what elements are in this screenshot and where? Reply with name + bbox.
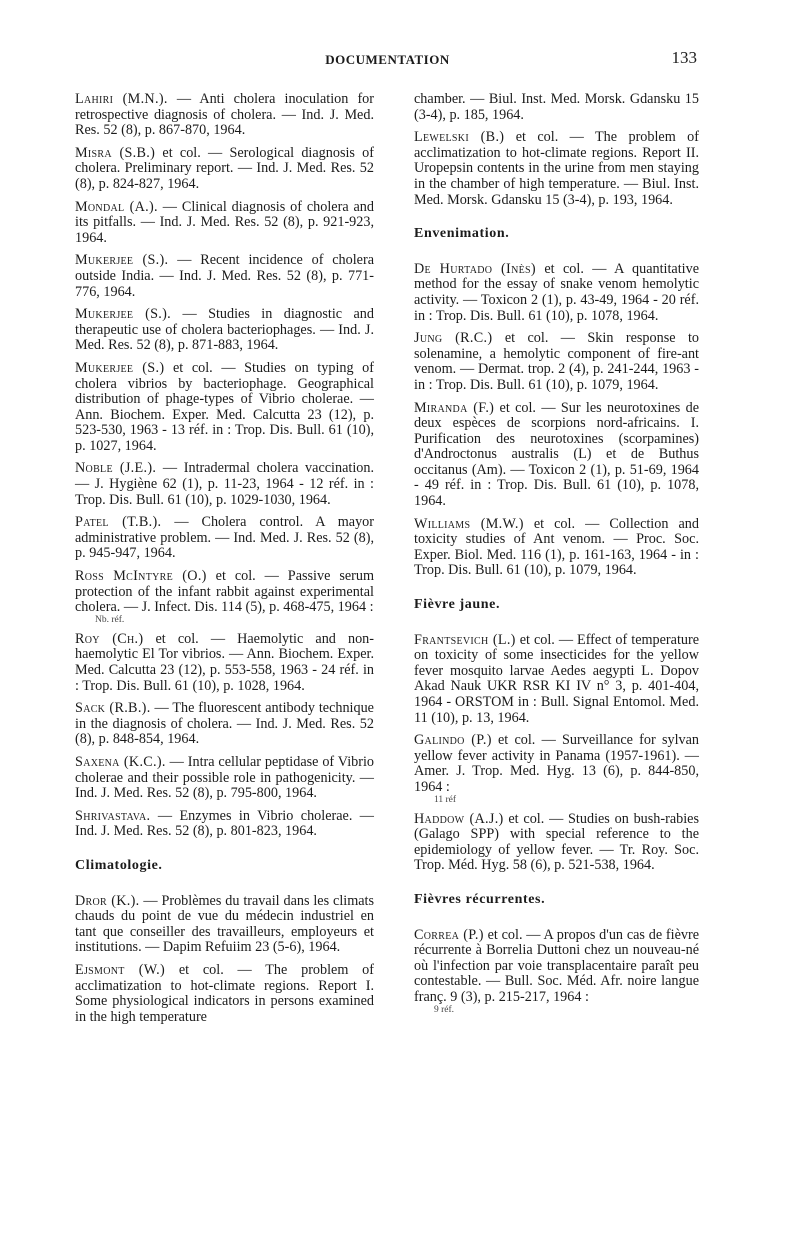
bibliography-entry	[414, 928, 699, 1015]
entry-text: — Intra cellular peptidase of Vibrio cholerae and their possible role in pathogenicity. — Ind. J. Med. Res. 52 (8), p. 795-800, 1964.	[75, 753, 374, 802]
entry-reference-note: 9 réf.	[434, 1004, 455, 1015]
entry-author: Ejsmont (W.)	[75, 961, 166, 978]
entry-text: — Clinical diagnosis of cholera and its pitfalls. — Ind. J. Med. Res. 52 (8), p. 921-923, 1964.	[75, 198, 374, 246]
entry-author: Saxena (K.C.).	[75, 753, 166, 770]
bibliography-entry	[75, 755, 374, 802]
entry-text: — The fluorescent antibody technique in the diagnosis of cholera. — Ind. J. Med. Res. 52 (8), p. 848-854, 1964.	[75, 700, 374, 748]
entry-author: Jung (R.C.)	[414, 330, 493, 347]
entry-author: Patel (T.B.).	[75, 514, 162, 531]
entry-text: — Anti cholera inoculation for retrospective diagnosis of cholera. — Ind. J. Med. Res. 52 (8), p. 867-870, 1964.	[75, 91, 374, 139]
bibliography-entry	[75, 92, 374, 139]
entry-text: — Studies in diagnostic and therapeutic use of cholera bacteriophages. — Ind. J. Med. Res. 52 (8), p. 871-883, 1964.	[75, 306, 374, 354]
continued-entry: chamber. — Biul. Inst. Med. Morsk. Gdansku 15 (3-4), p. 185, 1964.	[414, 91, 699, 123]
bibliography-entry	[75, 307, 374, 354]
entry-author: De Hurtado (Inès)	[414, 260, 536, 277]
entry-text: — Cholera control. A mayor administrative problem. — Ind. Med. J. Res. 52 (8), p. 945-947, 1964.	[75, 514, 374, 562]
bibliography-entry	[75, 809, 374, 840]
entry-author: Mukerjee (S.).	[75, 306, 172, 323]
entry-text: et col. — Haemolytic and non-haemolytic El Tor vibrios. — Ann. Biochem. Exper. Med. Calcutta 23 (12), p. 553-558, 1963 - 24 réf. in : Trop. Dis. Bull. 61 (10), p. 1028, 1964.	[75, 630, 374, 694]
left-column	[75, 92, 374, 1032]
entry-text: et col. — Studies on typing of cholera vibrios by bacteriophage. Geographical distribution of phage-types of Vibrio cholerae. — Ann. Biochem. Exper. Med. Calcutta 23 (12), p. 523-530, 1963 - 13 réf. in : Trop. Dis. Bull. 61 (10), p. 1027, 1964.	[75, 359, 375, 454]
section-heading-fievre-jaune: Fièvre jaune.	[414, 597, 501, 613]
bibliography-entry	[414, 733, 699, 804]
entry-text: et col. — Studies on bush-rabies (Galago SPP) with special reference to the epidemiology of yellow fever. — Tr. Roy. Soc. Trop. Méd. Hyg. 58 (6), p. 521-538, 1964.	[414, 810, 699, 874]
right-entries-top	[414, 130, 699, 208]
entry-author: Misra (S.B.)	[75, 144, 156, 161]
bibliography-entry	[414, 331, 699, 393]
bibliography-entry	[75, 701, 374, 748]
bibliography-entry	[75, 200, 374, 247]
page-number: 133	[671, 48, 697, 67]
entry-text: et col. — Surveillance for sylvan yellow fever activity in Panama (1957-1961). — Amer. J. Trop. Med. Hyg. 13 (6), p. 844-850, 1964 :	[414, 732, 699, 795]
entry-text: et col. — A propos d'un cas de fièvre récurrente à Borrelia Duttoni chez un nouveau-né où l'infection par voie transplacentaire paraît peu contestable. — Bull. Soc. Méd. Afr. noire langue franç. 9 (3), p. 215-217, 1964 :	[414, 926, 700, 1005]
entry-text: et col. — The problem of acclimatization to hot-climate regions. Report I. Some physiological indicators in persons examined in the high temperature	[75, 961, 374, 1025]
bibliography-entry	[414, 130, 699, 208]
fievre-jaune-entries	[414, 633, 699, 874]
entry-author: Mukerjee (S.).	[75, 252, 169, 269]
entry-text: et col. — Collection and toxicity studies of Ant venom. — Proc. Soc. Exper. Biol. Med. 116 (1), p. 161-163, 1964 - in : Trop. Dis. Bull. 61 (10), p. 1079, 1964.	[414, 515, 699, 579]
bibliography-entry	[75, 963, 374, 1025]
section-heading-envenimation: Envenimation.	[414, 226, 510, 242]
bibliography-entry	[75, 515, 374, 562]
entry-text: — Problèmes du travail dans les climats chauds du point de vue du médecin industriel en tant que conseiller des travailleurs, employeurs et institutions. — Dapim Refuiim 23 (5-6), 1964.	[75, 892, 374, 956]
entry-author: Haddow (A.J.)	[414, 810, 504, 827]
climatologie-entries	[75, 894, 374, 1026]
running-head: DOCUMENTATION	[325, 52, 450, 67]
bibliography-entry	[414, 262, 699, 324]
left-entries	[75, 92, 374, 840]
bibliography-entry	[75, 253, 374, 300]
envenimation-entries	[414, 262, 699, 579]
entry-author: Noble (J.E.).	[75, 460, 157, 477]
bibliography-entry	[414, 812, 699, 874]
section-heading-fievres-recurrentes: Fièvres récurrentes.	[414, 891, 546, 907]
entry-text: et col. — The problem of acclimatization to hot-climate regions. Report II. Uropepsin contents in the urine from men staying in the chamber of high temperature. — Biul. Inst. Med. Morsk. Gdansku 15 (3-4), p. 193, 1964.	[414, 129, 699, 208]
bibliography-entry	[75, 146, 374, 193]
bibliography-entry	[75, 632, 374, 694]
entry-author: Shrivastava.	[75, 807, 151, 824]
entry-author: Roy (Ch.)	[75, 630, 144, 647]
entry-text: et col. — Skin response to solenamine, a hemolytic component of fire-ant venom. — Dermat. trop. 2 (4), p. 241-244, 1963 - in : Trop. Dis. Bull. 61 (10), p. 1079, 1964.	[414, 330, 699, 393]
entry-author: Frantsevich (L.)	[414, 631, 516, 648]
entry-text: et col. — Sur les neurotoxines de deux espèces de scorpions nord-africains. I. Purification des neurotoxines (scorpamines) d'Androctonus australis (L) et de Buthus occitanus (Am). — Toxicon 2 (1), p. 51-69, 1964 - 49 réf. in : Trop. Dis. Bull. 61 (10), p. 1078, 1964.	[414, 399, 699, 510]
entry-author: Lewelski (B.)	[414, 129, 505, 146]
right-column	[414, 92, 699, 1022]
section-heading-climatologie: Climatologie.	[75, 857, 163, 873]
page-header	[0, 48, 800, 72]
entry-text: — Enzymes in Vibrio cholerae. — Ind. J. Med. Res. 52 (8), p. 801-823, 1964.	[75, 807, 374, 840]
entry-author: Ross McIntyre (O.)	[75, 568, 207, 585]
bibliography-entry	[75, 361, 374, 455]
bibliography-entry	[75, 569, 374, 625]
entry-text: — Recent incidence of cholera outside India. — Ind. J. Med. Res. 52 (8), p. 771-776, 1964.	[75, 252, 375, 300]
entry-text: et col. — A quantitative method for the essay of snake venom hemolytic activity. — Toxicon 2 (1), p. 43-49, 1964 - 20 réf. in : Trop. Dis. Bull. 61 (10), p. 1078, 1964.	[414, 260, 699, 324]
entry-author: Sack (R.B.).	[75, 700, 151, 717]
entry-reference-note: Nb. réf.	[95, 614, 125, 625]
bibliography-entry	[75, 461, 374, 508]
entry-author: Mukerjee (S.)	[75, 359, 165, 376]
entry-author: Mondal (A.).	[75, 198, 158, 215]
entry-author: Williams (M.W.)	[414, 515, 524, 532]
entry-author: Dror (K.).	[75, 892, 140, 909]
entry-text: — Intradermal cholera vaccination. — J. Hygiène 62 (1), p. 11-23, 1964 - 12 réf. in : Trop. Dis. Bull. 61 (10), p. 1029-1030, 1964.	[75, 460, 374, 508]
bibliography-entry	[414, 517, 699, 579]
entry-text: et col. — Effect of temperature on toxicity of some insecticides for the yellow fever mosquito larvae Aedes aegypti L. Dopov Akad Nauk UKR RSR KI IV n° 3, p. 401-404, 1964 - ORSTOM in : Bull. Signal Entomol. Med. 11 (10), p. 13, 1964.	[414, 631, 700, 726]
entry-text: et col. — Passive serum protection of the infant rabbit against experimental cholera. — J. Infect. Dis. 114 (5), p. 468-475, 1964 :	[75, 568, 374, 616]
entry-author: Miranda (F.)	[414, 399, 495, 416]
entry-author: Lahiri (M.N.).	[75, 91, 168, 107]
entry-text: et col. — Serological diagnosis of cholera. Preliminary report. — Ind. J. Med. Res. 52 (8), p. 824-827, 1964.	[75, 144, 374, 192]
bibliography-entry	[414, 633, 699, 727]
entry-reference-note: 11 réf	[434, 794, 457, 805]
fievres-recurrentes-entries	[414, 928, 699, 1015]
entry-author: Galindo (P.)	[414, 732, 492, 749]
bibliography-entry	[75, 894, 374, 956]
bibliography-entry	[414, 401, 699, 510]
entry-author: Correa (P.)	[414, 926, 484, 943]
